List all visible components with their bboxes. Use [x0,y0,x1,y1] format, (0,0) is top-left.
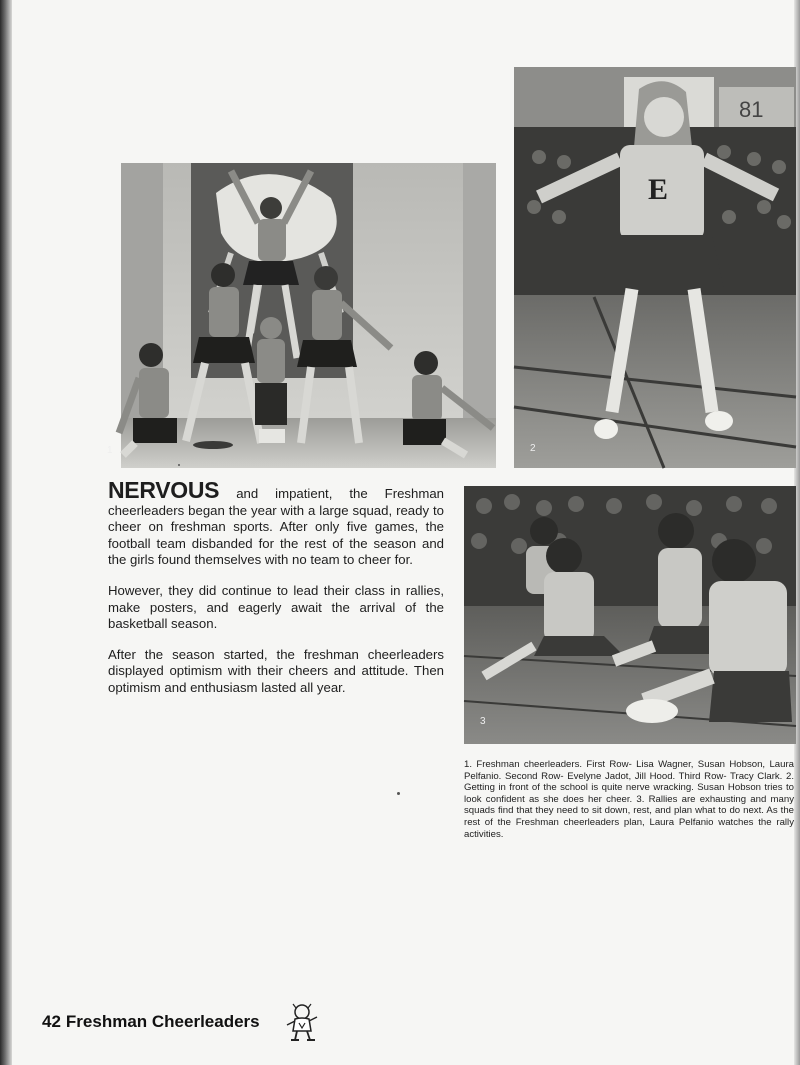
photo-number-2: 2 [530,443,536,454]
paper-speck [178,464,180,466]
photo-cheerleader-solo [514,67,796,468]
paper-speck [397,792,400,795]
article-paragraph-1-text: and impatient, the Freshman cheerleaders began the year with a large squad, ready to cheer on freshman sports. After only five games, the football team disbanded for the rest of the season and the girls found themselves with no team to cheer for. [108,486,444,568]
photo-cheerleaders-sitting-image [464,486,796,744]
svg-text:E: E [648,173,669,206]
photo-number-3: 3 [480,716,486,727]
page-binding-edge [0,0,12,1065]
photo-caption: 1. Freshman cheerleaders. First Row- Lisa Wagner, Susan Hobson, Laura Pelfanio. Second Row- Evelyne Jadot, Jill Hood. Third Row- Tracy Clark. 2. Getting in front of the school is quite nerve wracking. Susan Hobson tries to look confident as she does her cheer. 3. Rallies are exhausting and many squads find that they need to sit down, rest, and plan what to do next. As the rest of the Freshman cheerleaders plan, Laura Pelfanio watches the rally activities. [464,759,794,840]
photo-cheerleaders-sitting [464,486,796,744]
article-paragraph-2: However, they did continue to lead their class in rallies, make posters, and eagerly await the arrival of the basketball season. [108,582,444,632]
photo-cheerleader-solo-image [514,67,796,468]
page-number: 42 [42,1012,61,1031]
article-lead-word: NERVOUS [108,477,220,503]
section-title: Freshman Cheerleaders [65,1012,260,1031]
photo-pyramid-image [121,163,496,468]
article-body [108,477,444,711]
photo-pyramid [107,163,496,468]
photo-number-1: 1 [107,445,113,456]
svg-text:81: 81 [739,97,764,122]
page-footer [42,1012,265,1032]
article-paragraph-3: After the season started, the freshman cheerleaders displayed optimism with their cheers and attitude. Then optimism and enthusiasm lasted all year. [108,646,444,695]
cartoon-mascot-icon [285,1003,319,1043]
article-paragraph-1 [108,477,444,569]
